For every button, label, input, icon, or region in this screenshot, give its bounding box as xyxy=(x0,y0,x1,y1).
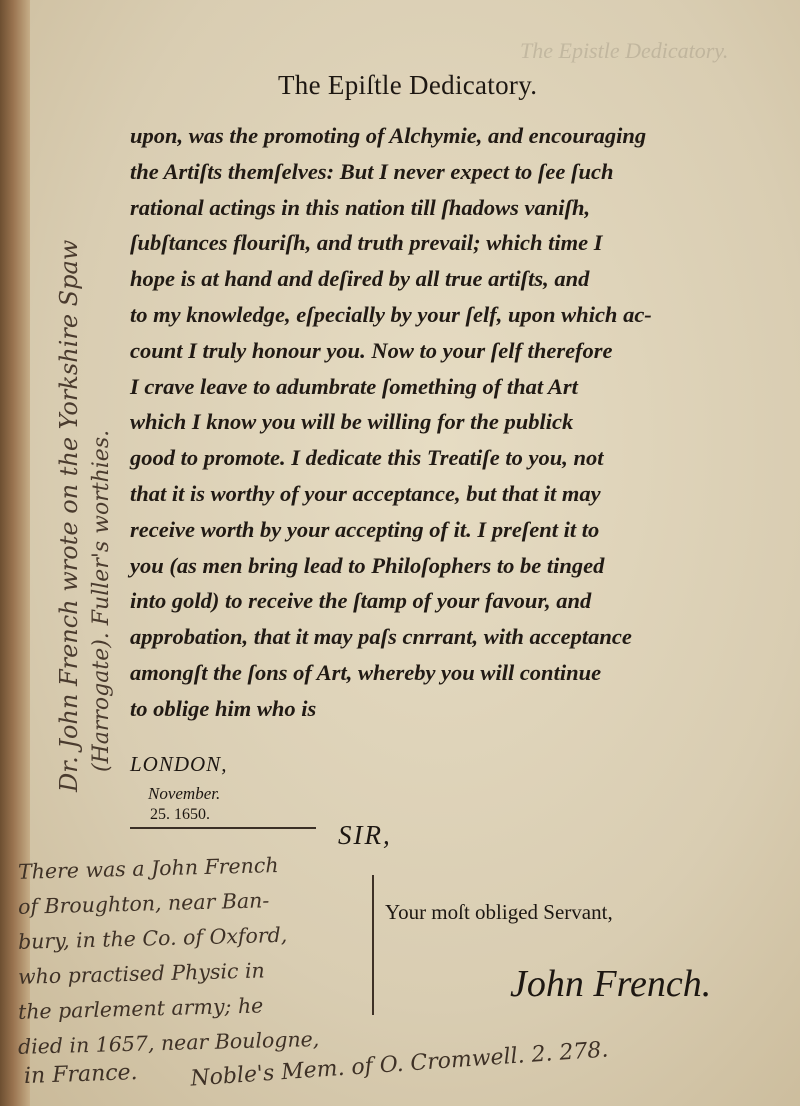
month-line: November. xyxy=(148,784,221,803)
body-line: the Artiſts themſelves: But I never expect to ſee ſuch xyxy=(130,158,614,184)
running-head: The Epiſtle Dedicatory. xyxy=(278,70,538,100)
date-line: 25. 1650. xyxy=(150,806,210,823)
note-line: of Broughton, near Ban- xyxy=(17,888,270,919)
note-line: the parlement army; he xyxy=(17,993,264,1024)
horizontal-rule xyxy=(130,827,316,829)
body-line: upon, was the promoting of Alchymie, and encouraging xyxy=(130,123,647,148)
body-line: ſubſtances flouriſh, and truth prevail; which time I xyxy=(130,230,603,256)
place-line: LONDON, xyxy=(130,752,228,776)
note-line: There was a John French xyxy=(17,853,279,884)
body-line: approbation, that it may paſs cnrrant, with acceptance xyxy=(130,624,632,650)
note-line: who practised Physic in xyxy=(17,958,266,989)
show-through-text: The Epistle Dedicatory. xyxy=(520,38,729,63)
closing-line: Your moſt obliged Servant, xyxy=(385,900,613,924)
vertical-note-line: Dr. John French wrote on the Yorkshire Spaw xyxy=(55,239,83,792)
body-line: receive worth by your accepting of it. I preſent it to xyxy=(130,516,600,542)
vertical-margin-note xyxy=(55,239,114,792)
note-line: died in 1657, near Boulogne, xyxy=(17,1026,320,1059)
body-line: count I truly honour you. Now to your ſelf therefore xyxy=(130,337,613,363)
body-line: to oblige him who is xyxy=(130,695,317,721)
body-line: into gold) to receive the ſtamp of your favour, and xyxy=(130,588,592,614)
note-line: bury, in the Co. of Oxford, xyxy=(17,922,288,954)
body-line: which I know you will be willing for the publick xyxy=(130,409,574,435)
body-line: hope is at hand and deſired by all true artiſts, and xyxy=(130,266,590,292)
body-line: amongſt the ſons of Art, whereby you will continue xyxy=(130,659,602,685)
bottom-margin-note xyxy=(18,850,388,1060)
note-bracket xyxy=(372,875,374,1015)
salutation: SIR, xyxy=(338,820,392,850)
signature: John French. xyxy=(510,963,712,1005)
reference-note: Noble's Mem. of O. Cromwell. 2. 278. xyxy=(189,1037,610,1092)
body-line: good to promote. I dedicate this Treatiſe to you, not xyxy=(130,445,604,471)
body-line: to my knowledge, eſpecially by your ſelf, upon which ac- xyxy=(130,301,652,327)
dedication-body xyxy=(130,118,730,727)
body-line: that it is worthy of your acceptance, but that it may xyxy=(130,480,601,506)
body-line: you (as men bring lead to Philoſophers to be tinged xyxy=(130,552,605,578)
vertical-note-line: (Harrogate). Fuller's worthies. xyxy=(89,429,114,772)
body-line: rational actings in this nation till ſhadows vaniſh, xyxy=(130,194,591,220)
body-line: I crave leave to adumbrate ſomething of that Art xyxy=(130,373,578,399)
note-line: in France. xyxy=(23,1060,139,1089)
